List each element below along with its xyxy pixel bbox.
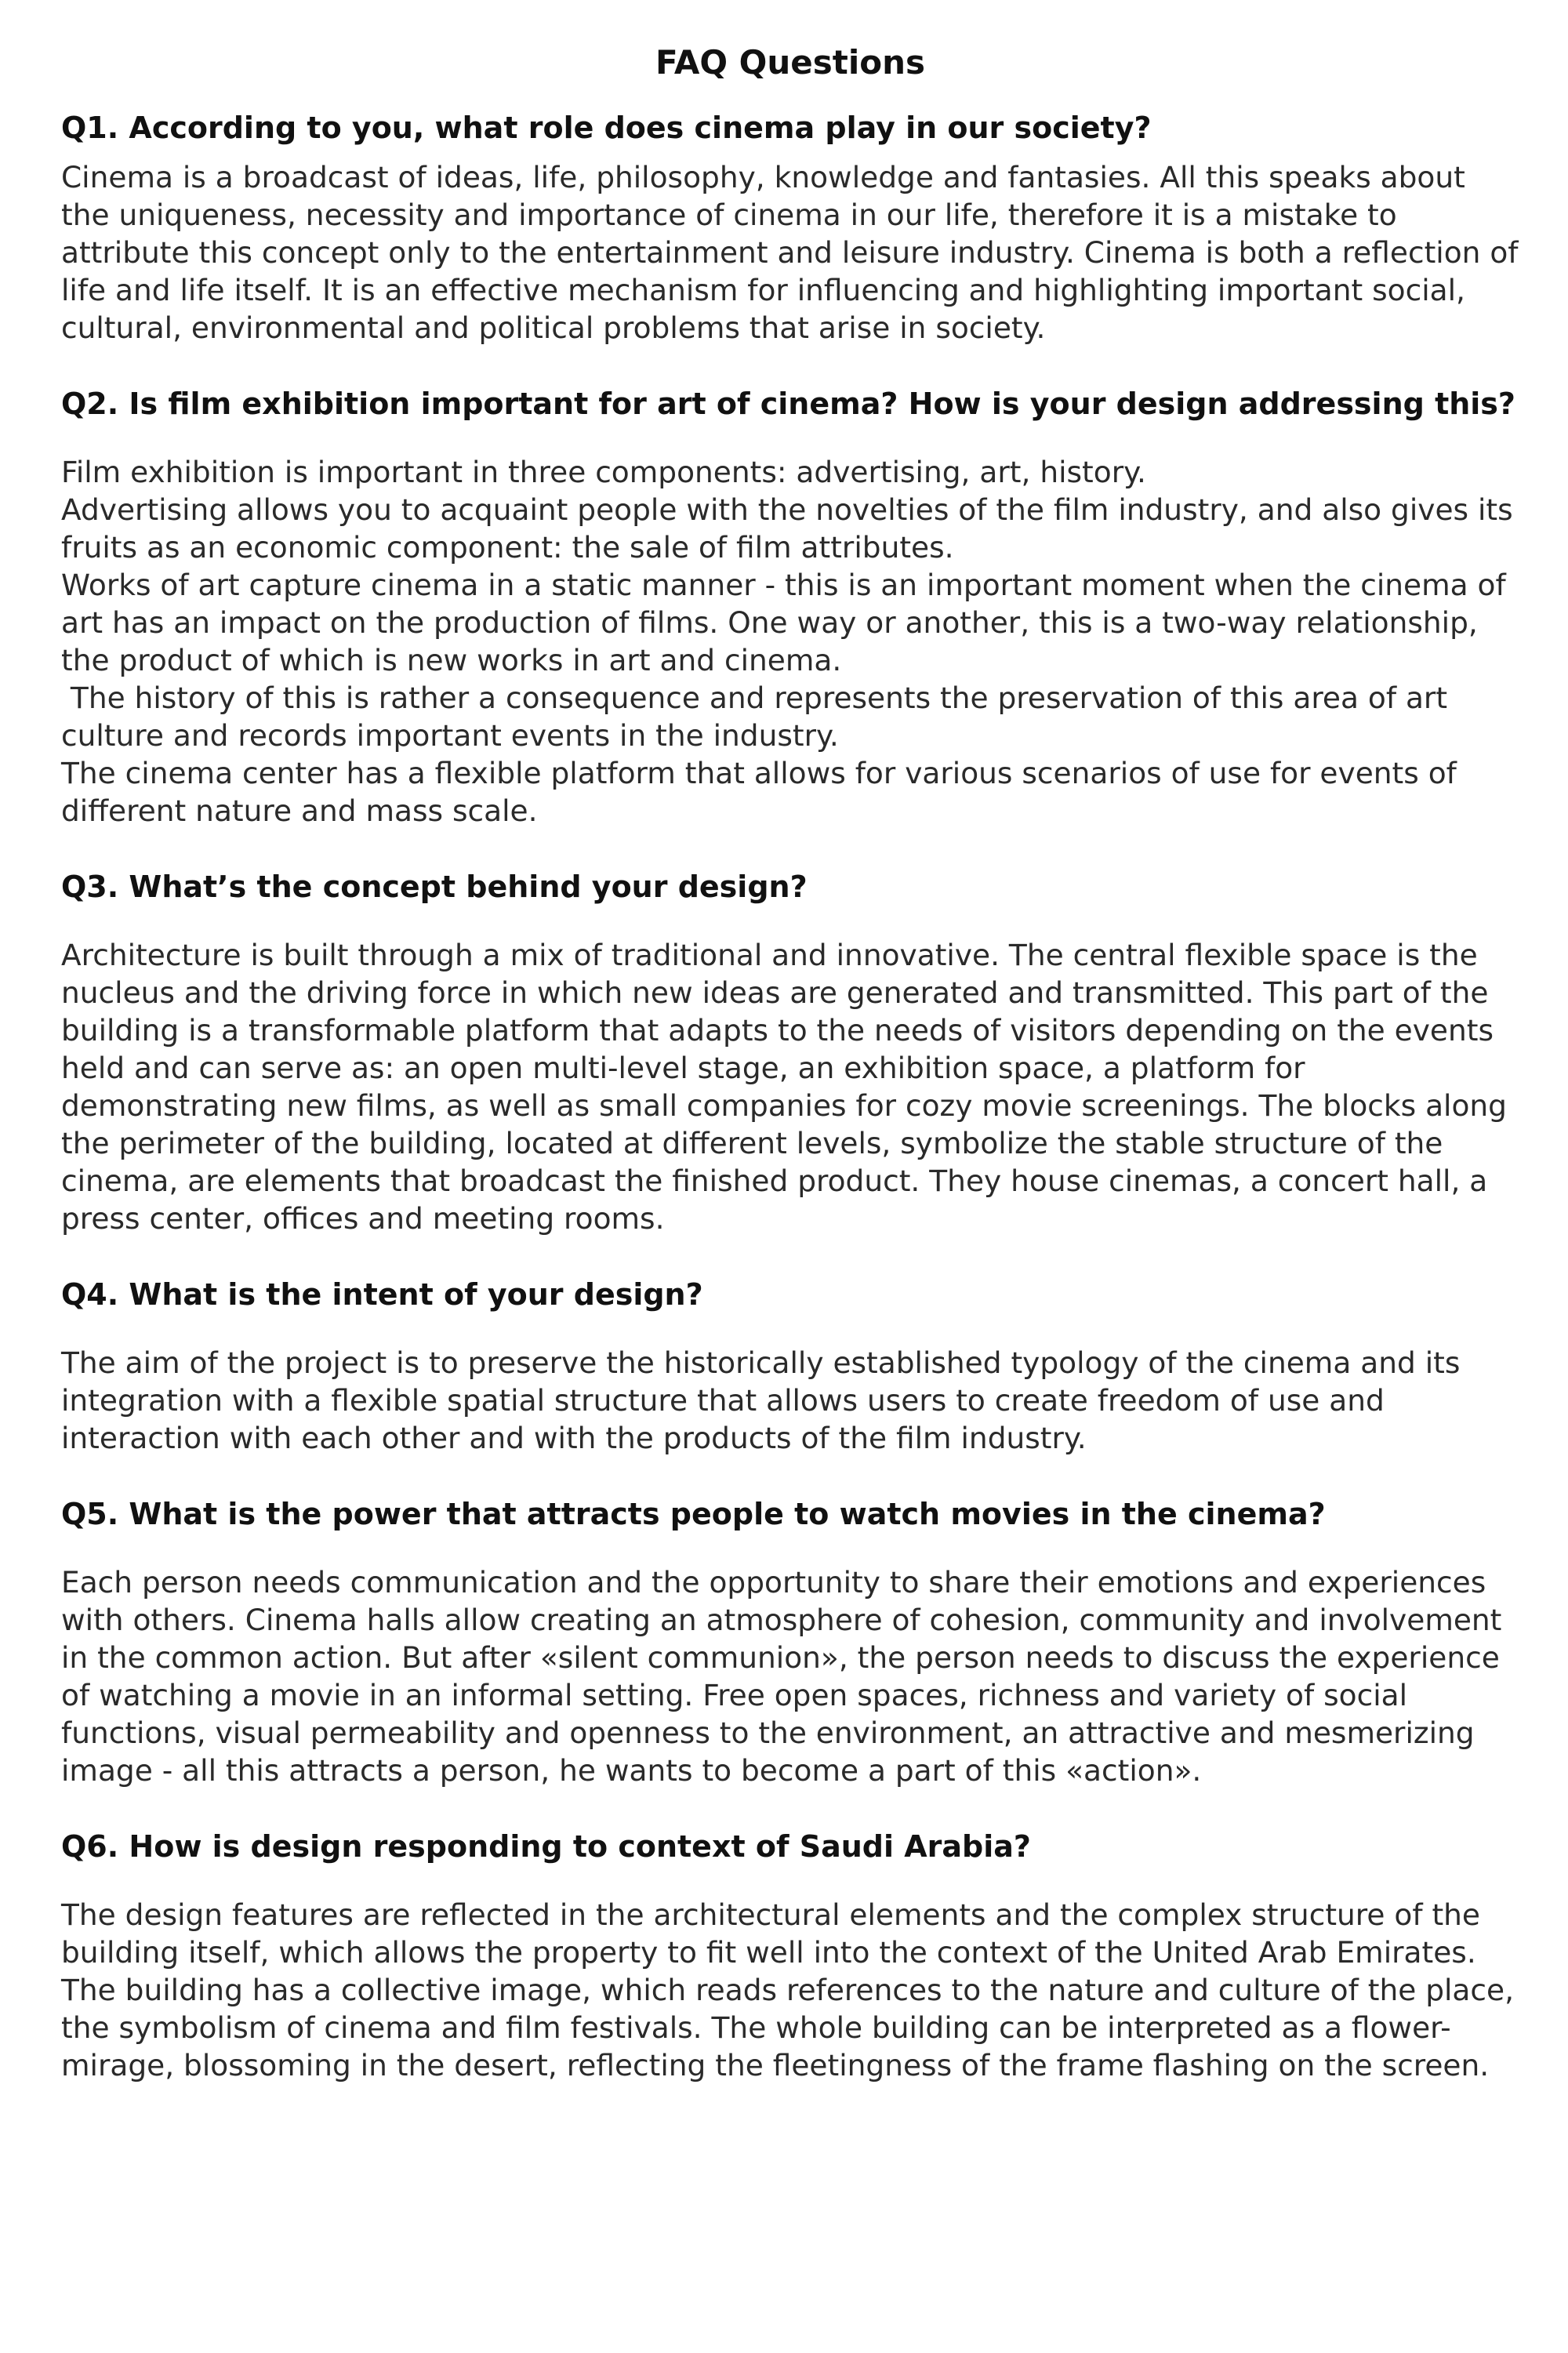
faq-item-2 (61, 381, 1519, 830)
answer-paragraph: The cinema center has a flexible platform that allows for various scenarios of use for events of different nature and mass scale. (61, 756, 1457, 828)
answer-paragraph: The history of this is rather a consequence and represents the preservation of this area of art culture and records important events in the industry. (61, 681, 1457, 753)
faq-answer (61, 1563, 1519, 1789)
faq-question: Q3. What’s the concept behind your design? (61, 870, 808, 904)
answer-paragraph: Works of art capture cinema in a static manner - this is an important moment when the cinema of art has an impact on the production of films. One way or another, this is a two-way relationship, the product of which is new works in art and cinema. (61, 568, 1506, 677)
faq-answer (61, 1344, 1519, 1457)
faq-question: Q4. What is the intent of your design? (61, 1277, 703, 1312)
faq-item-4 (61, 1272, 1519, 1457)
page-title: FAQ Questions (655, 43, 926, 82)
faq-item-6 (61, 1824, 1519, 2084)
answer-paragraph: Cinema is a broadcast of ideas, life, philosophy, knowledge and fantasies. All this speaks about the uniqueness, necessity and importance of cinema in our life, therefore it is a mistake to attribute this concept only to the entertainment and leisure industry. Cinema is both a reflection of life and life itself. It is an effective mechanism for influencing and highlighting important social, cultural, environmental and political problems that arise in society. (61, 160, 1519, 345)
answer-paragraph: Advertising allows you to acquaint people with the novelties of the film industry, and also gives its fruits as an economic component: the sale of film attributes. (61, 492, 1513, 565)
faq-question: Q5. What is the power that attracts people to watch movies in the cinema? (61, 1497, 1326, 1531)
faq-answer (61, 936, 1519, 1237)
faq-item-5 (61, 1491, 1519, 1789)
answer-paragraph: The aim of the project is to preserve the historically established typology of the cinema and its integration with a flexible spatial structure that allows users to create freedom of use and interaction with each other and with the products of the film industry. (61, 1345, 1461, 1455)
faq-question: Q2. Is film exhibition important for art of cinema? How is your design addressing this? (61, 387, 1515, 421)
faq-item-3 (61, 864, 1519, 1237)
faq-answer (61, 453, 1519, 830)
faq-question: Q1. According to you, what role does cinema play in our society? (61, 111, 1152, 145)
faq-answer (61, 1896, 1519, 2084)
faq-question: Q6. How is design responding to context of Saudi Arabia? (61, 1829, 1031, 1864)
answer-paragraph: Architecture is built through a mix of traditional and innovative. The central flexible space is the nucleus and the driving force in which new ideas are generated and transmitted. This part of the building is a transformable platform that adapts to the needs of visitors depending on the events held and can serve as: an open multi-level stage, an exhibition space, a platform for demonstrating new films, as well as small companies for cozy movie screenings. The blocks along the perimeter of the building, located at different levels, symbolize the stable structure of the cinema, are elements that broadcast the finished product. They house cinemas, a concert hall, a press center, offices and meeting rooms. (61, 938, 1507, 1236)
answer-paragraph: Each person needs communication and the opportunity to share their emotions and experiences with others. Cinema halls allow creating an atmosphere of cohesion, community and involvement in the common action. But after «silent communion», the person needs to discuss the experience of watching a movie in an informal setting. Free open spaces, richness and variety of social functions, visual permeability and openness to the environment, an attractive and mesmerizing image - all this attracts a person, he wants to become a part of this «action». (61, 1565, 1502, 1788)
faq-answer (61, 158, 1519, 347)
faq-item-1 (61, 105, 1519, 347)
answer-paragraph: The design features are reflected in the architectural elements and the complex structure of the building itself, which allows the property to fit well into the context of the United Arab Emirates. The building has a collective image, which reads references to the nature and culture of the place, the symbolism of cinema and film festivals. The whole building can be interpreted as a flower-mirage, blossoming in the desert, reflecting the fleetingness of the frame flashing on the screen. (61, 1897, 1515, 2082)
faq-document (61, 39, 1519, 2084)
answer-paragraph: Film exhibition is important in three components: advertising, art, history. (61, 455, 1146, 489)
